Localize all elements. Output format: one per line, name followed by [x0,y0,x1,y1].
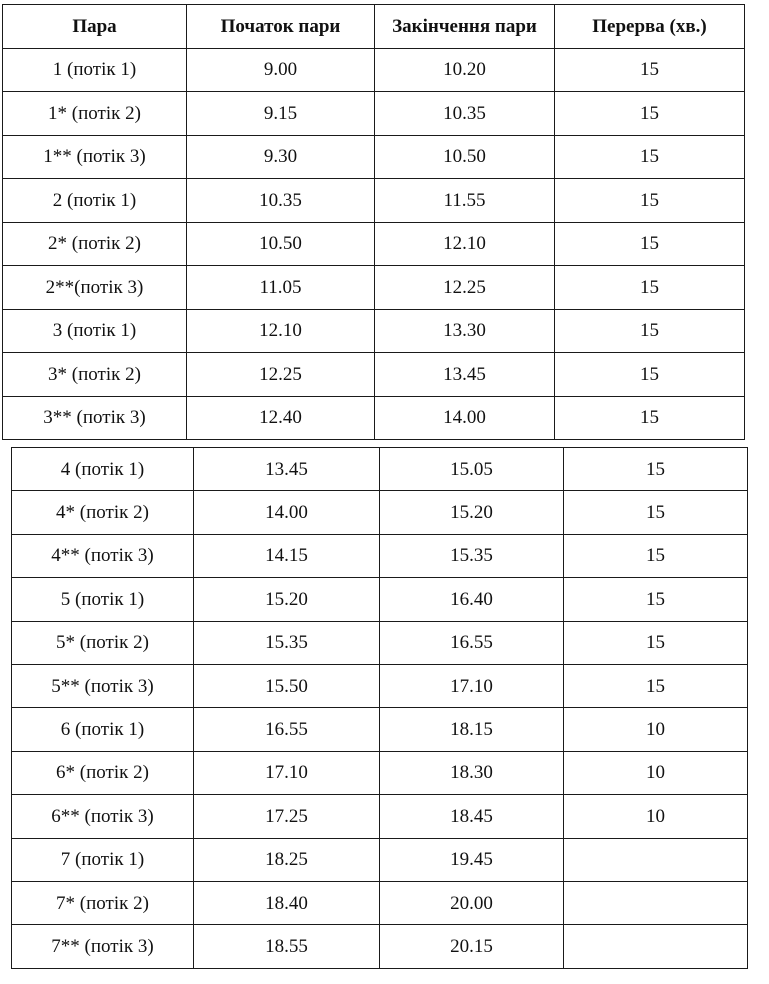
cell-pair: 5** (потік 3) [12,664,194,707]
cell-break-minutes: 15 [555,353,745,397]
cell-pair: 5 (потік 1) [12,578,194,621]
table-row [12,621,748,664]
cell-break-minutes: 15 [555,135,745,179]
cell-start-time: 15.50 [194,664,380,707]
cell-pair: 3** (потік 3) [3,396,187,440]
cell-break-minutes: 15 [555,266,745,310]
cell-start-time: 18.55 [194,925,380,968]
cell-pair: 2 (потік 1) [3,179,187,223]
header-break-minutes: Перерва (хв.) [555,5,745,49]
cell-start-time: 12.25 [187,353,375,397]
table-row [12,881,748,924]
cell-end-time: 12.25 [375,266,555,310]
cell-end-time: 16.40 [380,578,564,621]
cell-pair: 7 (потік 1) [12,838,194,881]
cell-start-time: 10.50 [187,222,375,266]
cell-end-time: 18.30 [380,751,564,794]
cell-pair: 3 (потік 1) [3,309,187,353]
cell-pair: 1 (потік 1) [3,48,187,92]
cell-end-time: 17.10 [380,664,564,707]
cell-start-time: 16.55 [194,708,380,751]
table-row [3,353,745,397]
cell-pair: 3* (потік 2) [3,353,187,397]
header-pair: Пара [3,5,187,49]
cell-end-time: 18.15 [380,708,564,751]
cell-end-time: 19.45 [380,838,564,881]
cell-break-minutes: 15 [564,664,748,707]
cell-start-time: 9.30 [187,135,375,179]
table-row [12,925,748,968]
cell-end-time: 12.10 [375,222,555,266]
table-row [12,448,748,491]
cell-pair: 1** (потік 3) [3,135,187,179]
header-end-time: Закінчення пари [375,5,555,49]
schedule-body-part-1 [3,48,745,440]
cell-break-minutes: 15 [555,222,745,266]
cell-start-time: 14.15 [194,534,380,577]
cell-pair: 1* (потік 2) [3,92,187,136]
cell-start-time: 13.45 [194,448,380,491]
cell-break-minutes: 10 [564,708,748,751]
cell-pair: 4** (потік 3) [12,534,194,577]
cell-start-time: 18.40 [194,881,380,924]
cell-pair: 5* (потік 2) [12,621,194,664]
table-row [12,795,748,838]
cell-break-minutes: 15 [564,578,748,621]
cell-pair: 7** (потік 3) [12,925,194,968]
cell-end-time: 14.00 [375,396,555,440]
cell-pair: 6 (потік 1) [12,708,194,751]
cell-start-time: 14.00 [194,491,380,534]
cell-end-time: 15.20 [380,491,564,534]
cell-start-time: 11.05 [187,266,375,310]
header-start-time: Початок пари [187,5,375,49]
cell-end-time: 10.50 [375,135,555,179]
cell-break-minutes: 10 [564,751,748,794]
cell-break-minutes [564,925,748,968]
cell-start-time: 9.15 [187,92,375,136]
cell-break-minutes: 15 [564,491,748,534]
cell-break-minutes: 15 [564,534,748,577]
schedule-table-part-1 [2,4,745,440]
table-row [12,534,748,577]
cell-break-minutes: 15 [564,621,748,664]
table-row [3,179,745,223]
cell-end-time: 10.20 [375,48,555,92]
cell-break-minutes: 15 [564,448,748,491]
cell-end-time: 20.00 [380,881,564,924]
cell-start-time: 10.35 [187,179,375,223]
cell-start-time: 17.10 [194,751,380,794]
cell-end-time: 16.55 [380,621,564,664]
cell-end-time: 18.45 [380,795,564,838]
cell-break-minutes: 15 [555,179,745,223]
cell-break-minutes [564,838,748,881]
cell-start-time: 17.25 [194,795,380,838]
table-row [3,222,745,266]
header-row [3,5,745,49]
cell-start-time: 18.25 [194,838,380,881]
cell-pair: 6* (потік 2) [12,751,194,794]
cell-break-minutes: 15 [555,92,745,136]
cell-end-time: 11.55 [375,179,555,223]
table-row [3,266,745,310]
cell-start-time: 12.40 [187,396,375,440]
table-row [12,491,748,534]
table-row [3,396,745,440]
cell-pair: 2* (потік 2) [3,222,187,266]
schedule-table-part-2 [11,447,748,969]
cell-break-minutes: 15 [555,48,745,92]
table-row [12,664,748,707]
table-row [3,48,745,92]
cell-end-time: 10.35 [375,92,555,136]
schedule-body-part-2 [12,448,748,969]
table-row [3,309,745,353]
table-row [3,92,745,136]
table-row [12,578,748,621]
cell-break-minutes: 15 [555,309,745,353]
cell-break-minutes [564,881,748,924]
table-row [12,751,748,794]
cell-end-time: 13.45 [375,353,555,397]
cell-start-time: 15.20 [194,578,380,621]
cell-pair: 6** (потік 3) [12,795,194,838]
cell-end-time: 20.15 [380,925,564,968]
cell-pair: 4* (потік 2) [12,491,194,534]
cell-break-minutes: 15 [555,396,745,440]
cell-break-minutes: 10 [564,795,748,838]
cell-start-time: 9.00 [187,48,375,92]
cell-pair: 2**(потік 3) [3,266,187,310]
cell-end-time: 15.35 [380,534,564,577]
table-row [3,135,745,179]
cell-pair: 7* (потік 2) [12,881,194,924]
cell-end-time: 15.05 [380,448,564,491]
cell-start-time: 12.10 [187,309,375,353]
cell-pair: 4 (потік 1) [12,448,194,491]
table-row [12,708,748,751]
cell-start-time: 15.35 [194,621,380,664]
cell-end-time: 13.30 [375,309,555,353]
table-row [12,838,748,881]
